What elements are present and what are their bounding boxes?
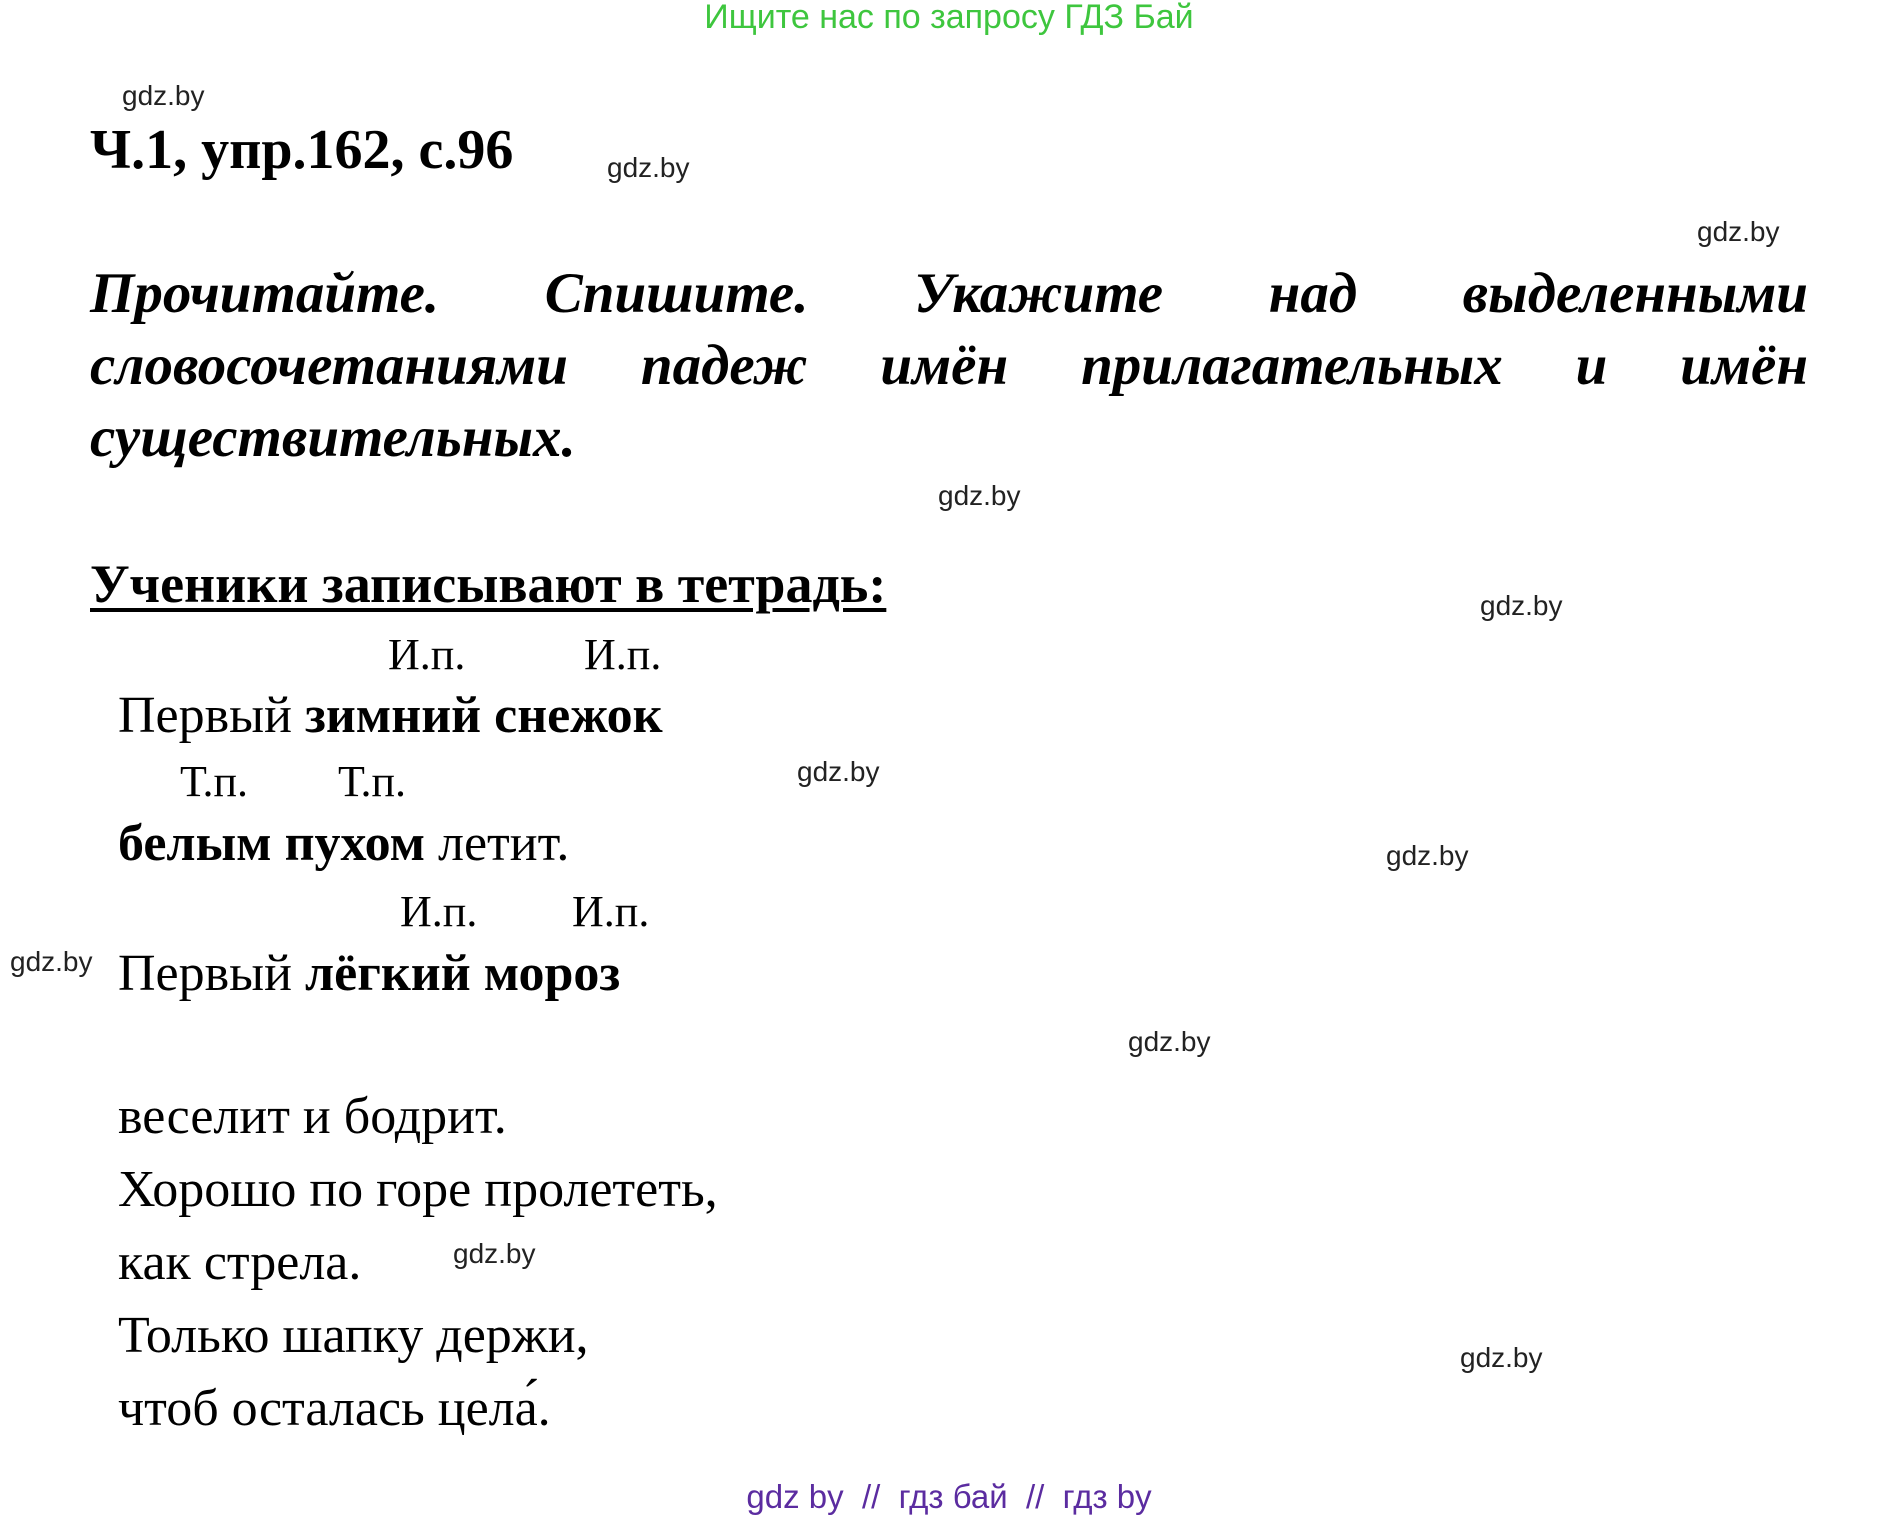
watermark: gdz.by (938, 480, 1021, 511)
highlighted-phrase: зимний снежок (304, 687, 663, 744)
poem-text: Первый (118, 687, 305, 744)
exercise-instruction: Прочитайте. Спишите. Укажите над выделенными словосочетаниями падеж имён прилагательных и имён существительных. (90, 262, 1808, 469)
poem-line: Хорошо по горе пролететь, (118, 1161, 718, 1218)
poem-text: летит. (425, 815, 570, 872)
poem-line (118, 814, 569, 874)
poem-line (118, 944, 620, 1004)
watermark: gdz.by (1128, 1026, 1211, 1057)
watermark: gdz.by (453, 1238, 536, 1269)
watermark: gdz.by (10, 946, 93, 977)
highlighted-phrase: лёгкий мороз (304, 945, 621, 1002)
watermark: gdz.by (607, 152, 690, 183)
poem-line: веселит и бодрит. (118, 1088, 507, 1145)
case-label: И.п. (388, 630, 466, 679)
poem-line (118, 686, 663, 746)
case-label: И.п. (400, 887, 478, 936)
watermark: gdz.by (122, 80, 205, 111)
highlighted-phrase: белым пухом (118, 815, 425, 872)
case-label: И.п. (584, 630, 662, 679)
case-label: Т.п. (180, 757, 249, 806)
watermark: gdz.by (1386, 840, 1469, 871)
watermark: gdz.by (1480, 590, 1563, 621)
watermark: gdz.by (1460, 1342, 1543, 1373)
poem-line: Только шапку держи, (118, 1307, 589, 1364)
watermark: gdz.by (1697, 216, 1780, 247)
case-label: И.п. (572, 887, 650, 936)
exercise-title: Ч.1, упр.162, с.96 (90, 119, 514, 181)
poem-line: как стрела. (118, 1234, 362, 1291)
search-banner: Ищите нас по запросу ГДЗ Бай (704, 0, 1194, 36)
answer-heading: Ученики записывают в тетрадь: (90, 554, 887, 614)
poem-text: Первый (118, 945, 305, 1002)
footer-links: gdz by // гдз бай // гдз by (746, 1478, 1152, 1515)
poem-line: чтоб осталась цела́. (118, 1380, 551, 1437)
watermark: gdz.by (797, 756, 880, 787)
case-label: Т.п. (338, 757, 407, 806)
